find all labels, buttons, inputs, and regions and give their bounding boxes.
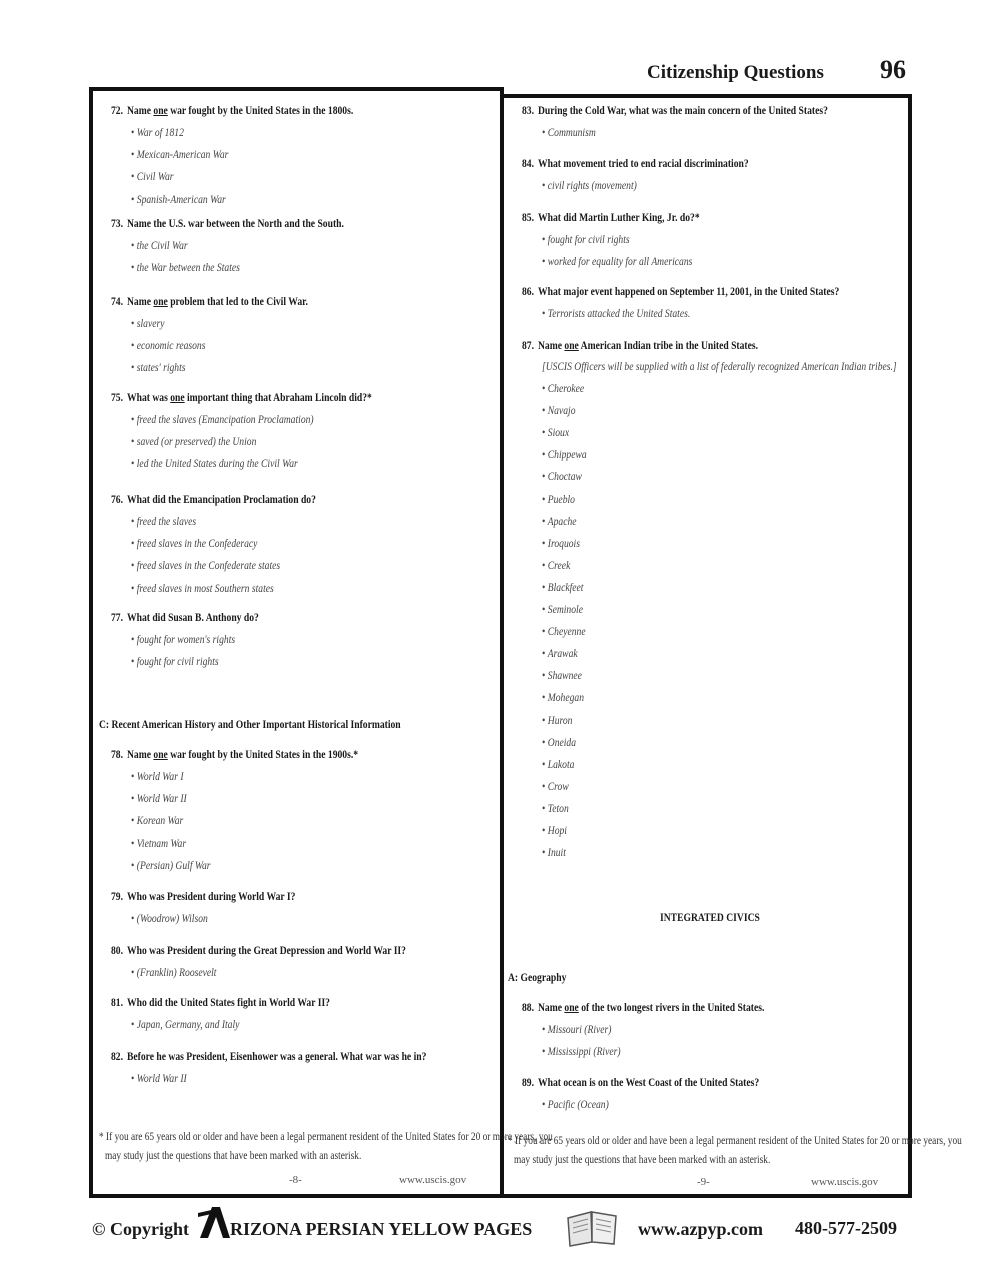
answer-item — [131, 514, 196, 529]
bullet-icon: • — [131, 536, 137, 551]
question-text: Name the U.S. war between the North and the South. — [127, 216, 344, 230]
bullet-icon: • — [542, 125, 548, 139]
answer-item — [131, 238, 188, 253]
answer-text: Crow — [547, 778, 569, 793]
answer-text: Pueblo — [547, 491, 575, 506]
question-title — [111, 1049, 426, 1064]
bullet-icon: • — [542, 254, 548, 269]
answer-item — [542, 469, 582, 484]
question-title — [111, 492, 316, 507]
answer-text: World War I — [136, 769, 184, 783]
answer-text: freed the slaves (Emancipation Proclamation) — [136, 412, 314, 426]
footnote-line: * If you are 65 years old or older and have been a legal permanent resident of the United States for 20 or more years, you — [508, 1133, 962, 1147]
bullet-icon: • — [542, 469, 548, 484]
answer-item — [131, 434, 256, 449]
question-emphasis: one — [153, 294, 168, 308]
answer-text: Spanish-American War — [136, 191, 226, 206]
answer-item — [542, 779, 569, 794]
question-title — [111, 294, 308, 309]
question-text-end: problem that led to the Civil War. — [167, 294, 308, 308]
answer-text: Shawnee — [547, 668, 582, 683]
bullet-icon: • — [542, 823, 548, 837]
answer-item — [542, 1022, 611, 1037]
answer-item — [542, 713, 572, 728]
answer-item — [542, 492, 575, 507]
question-number: 78. — [111, 747, 123, 761]
answer-text: fought for women's rights — [136, 632, 236, 646]
answer-text: fought for civil rights — [547, 232, 630, 246]
question-text: Who was President during World War I? — [127, 889, 296, 903]
question-text-end: war fought by the United States in the 1900s.* — [167, 747, 359, 761]
question-number: 87. — [522, 338, 534, 352]
answer-item — [542, 668, 582, 683]
bullet-icon: • — [542, 381, 548, 395]
page-number: 96 — [880, 55, 906, 84]
answer-item — [542, 801, 569, 816]
right-page-panel — [500, 94, 962, 1198]
question-title — [522, 1000, 764, 1015]
answer-text: fought for civil rights — [136, 654, 219, 669]
answer-text: Sioux — [547, 425, 570, 440]
question-emphasis: one — [564, 338, 579, 352]
bullet-icon: • — [131, 360, 137, 375]
answer-text: Blackfeet — [547, 579, 584, 594]
answer-item — [542, 514, 577, 529]
question-number: 89. — [522, 1075, 534, 1089]
question-text: What ocean is on the West Coast of the United States? — [538, 1075, 760, 1089]
bullet-icon: • — [542, 306, 548, 320]
bullet-icon: • — [131, 558, 137, 573]
site-text: www.uscis.gov — [811, 1176, 879, 1188]
bullet-icon: • — [131, 654, 137, 669]
answer-item — [542, 447, 587, 462]
bullet-icon: • — [542, 579, 548, 594]
question-text-end: important thing that Abraham Lincoln did?* — [184, 390, 372, 404]
question-title — [111, 216, 344, 231]
answer-text: Terrorists attacked the United States. — [547, 306, 691, 320]
answer-item — [542, 425, 569, 440]
question-number: 77. — [111, 610, 123, 624]
section-heading: INTEGRATED CIVICS — [660, 910, 760, 924]
answer-text: Chippewa — [547, 447, 587, 462]
section-title: A: Geography — [508, 970, 567, 984]
answer-text: Cherokee — [547, 381, 585, 395]
answer-text: Creek — [547, 557, 571, 572]
question-title — [111, 889, 295, 904]
answer-text: Iroquois — [547, 535, 580, 550]
question-number: 86. — [522, 284, 534, 298]
bullet-icon: • — [131, 412, 137, 426]
answer-item — [131, 836, 186, 851]
answer-text: led the United States during the Civil War — [136, 456, 298, 471]
answer-item — [131, 456, 298, 471]
bullet-icon: • — [131, 147, 137, 162]
question-title — [111, 103, 353, 118]
question-text: Before he was President, Eisenhower was a general. What war was he in? — [127, 1049, 427, 1063]
bullet-icon: • — [542, 712, 548, 727]
question-text-start: Name — [127, 294, 154, 308]
question-text: What did the Emancipation Proclamation do? — [127, 492, 316, 506]
answer-text: Teton — [547, 800, 569, 815]
question-number: 76. — [111, 492, 123, 506]
answer-text: Vietnam War — [136, 835, 187, 850]
bullet-icon: • — [131, 456, 137, 471]
bullet-icon: • — [131, 791, 137, 806]
answer-text: Mississippi (River) — [547, 1044, 621, 1059]
answer-text: freed slaves in the Confederate states — [136, 558, 281, 573]
answer-text: World War II — [136, 1071, 187, 1085]
answer-item — [131, 192, 226, 207]
answer-text: Arawak — [547, 646, 578, 661]
answer-text: World War II — [136, 791, 187, 806]
answer-item — [131, 813, 183, 828]
question-text: What did Martin Luther King, Jr. do?* — [538, 210, 700, 224]
bullet-icon: • — [542, 800, 548, 815]
question-text: What movement tried to end racial discrimination? — [538, 156, 749, 170]
footer — [0, 1205, 1000, 1255]
answer-item — [542, 823, 567, 838]
question-number: 79. — [111, 889, 123, 903]
answer-text: Japan, Germany, and Italy — [136, 1017, 240, 1031]
question-number: 82. — [111, 1049, 123, 1063]
question-number: 73. — [111, 216, 123, 230]
bullet-icon: • — [542, 1044, 548, 1059]
question-title — [111, 943, 406, 958]
answer-item — [542, 1097, 609, 1112]
question-text: During the Cold War, what was the main concern of the United States? — [538, 103, 828, 117]
bullet-icon: • — [542, 756, 548, 771]
answer-item — [542, 178, 637, 193]
footnote-line: * If you are 65 years old or older and have been a legal permanent resident of the United States for 20 or more years, you — [99, 1129, 553, 1143]
answer-text: Apache — [547, 513, 577, 528]
answer-text: Pacific (Ocean) — [547, 1097, 609, 1111]
footnote-line: may study just the questions that have been marked with an asterisk. — [514, 1152, 771, 1166]
question-title — [111, 610, 259, 625]
bullet-icon: • — [131, 169, 137, 184]
answer-text: Inuit — [547, 845, 566, 860]
answer-item — [131, 536, 257, 551]
answer-item — [131, 965, 216, 980]
bullet-icon: • — [542, 447, 548, 462]
answer-item — [542, 403, 576, 418]
answer-item — [131, 911, 208, 926]
answer-item — [542, 735, 576, 750]
question-text: What did Susan B. Anthony do? — [127, 610, 259, 624]
copyright-text: © Copyright — [92, 1219, 189, 1239]
header-title: Citizenship Questions — [647, 62, 824, 83]
answer-item — [131, 147, 228, 162]
answer-text: Navajo — [547, 403, 576, 418]
page-label: -8- — [289, 1174, 302, 1186]
answer-item — [542, 757, 574, 772]
answer-text: Korean War — [136, 813, 184, 828]
bullet-icon: • — [131, 965, 137, 979]
answer-text: Missouri (River) — [547, 1022, 612, 1036]
bullet-icon: • — [542, 557, 548, 572]
question-number: 81. — [111, 995, 123, 1009]
answer-text: War of 1812 — [136, 125, 184, 139]
bullet-icon: • — [542, 778, 548, 793]
question-text-end: of the two longest rivers in the United States. — [578, 1000, 765, 1014]
answer-item — [131, 169, 173, 184]
bullet-icon: • — [131, 125, 137, 139]
question-number: 84. — [522, 156, 534, 170]
answer-text: freed the slaves — [136, 514, 197, 528]
answer-text: (Franklin) Roosevelt — [136, 965, 217, 979]
bullet-icon: • — [542, 513, 548, 528]
answer-item — [542, 125, 596, 140]
footnote-line: may study just the questions that have been marked with an asterisk. — [105, 1148, 362, 1162]
question-number: 88. — [522, 1000, 534, 1014]
answer-text: slavery — [136, 316, 165, 330]
answer-item — [131, 260, 240, 275]
answer-item — [542, 646, 578, 661]
question-emphasis: one — [170, 390, 185, 404]
site-text: www.uscis.gov — [399, 1174, 467, 1186]
bullet-icon: • — [542, 425, 548, 440]
question-text-start: Name — [127, 103, 154, 117]
bullet-icon: • — [131, 338, 137, 353]
answer-item — [131, 858, 211, 873]
bullet-icon: • — [131, 316, 137, 330]
answer-item — [542, 381, 584, 396]
answer-text: Mexican-American War — [136, 147, 229, 162]
answer-item — [131, 316, 164, 331]
answer-text: (Woodrow) Wilson — [136, 911, 208, 925]
question-text-end: war fought by the United States in the 1800s. — [167, 103, 354, 117]
bullet-icon: • — [542, 1097, 548, 1111]
bullet-icon: • — [542, 734, 548, 749]
answer-item — [131, 558, 280, 573]
bullet-icon: • — [542, 1022, 548, 1036]
answer-text: freed slaves in most Southern states — [136, 580, 274, 595]
bullet-icon: • — [542, 845, 548, 860]
question-title — [111, 747, 358, 762]
question-number: 85. — [522, 210, 534, 224]
question-title — [522, 284, 839, 299]
answer-item — [542, 536, 580, 551]
answer-item — [542, 690, 584, 705]
bullet-icon: • — [542, 624, 548, 639]
bullet-icon: • — [542, 535, 548, 550]
question-title — [522, 156, 749, 171]
question-title — [522, 338, 758, 353]
answer-item — [131, 360, 186, 375]
answer-item — [542, 1044, 621, 1059]
question-text: Who did the United States fight in World War II? — [127, 995, 330, 1009]
answer-text: Civil War — [136, 169, 174, 184]
answer-item — [131, 654, 219, 669]
bullet-icon: • — [131, 769, 137, 783]
bullet-icon: • — [131, 260, 137, 275]
bullet-icon: • — [131, 857, 137, 872]
answer-item — [542, 232, 630, 247]
answer-text: economic reasons — [136, 338, 206, 353]
answer-text: freed slaves in the Confederacy — [136, 536, 258, 551]
question-number: 75. — [111, 390, 123, 404]
bullet-icon: • — [131, 813, 137, 828]
question-title — [111, 390, 372, 405]
answer-item — [131, 412, 314, 427]
page-label: -9- — [697, 1176, 710, 1188]
answer-text: (Persian) Gulf War — [136, 857, 211, 872]
answer-item — [542, 580, 583, 595]
answer-text: Lakota — [547, 756, 575, 771]
answer-text: saved (or preserved) the Union — [136, 434, 257, 449]
question-number: 80. — [111, 943, 123, 957]
answer-text: Seminole — [547, 602, 583, 616]
answer-text: worked for equality for all Americans — [547, 254, 693, 269]
question-text: What major event happened on September 11, 2001, in the United States? — [538, 284, 840, 298]
answer-item — [542, 602, 583, 617]
answer-item — [542, 845, 566, 860]
open-book-icon — [564, 1208, 620, 1248]
section-title: C: Recent American History and Other Important Historical Information — [99, 717, 401, 731]
question-note: [USCIS Officers will be supplied with a list of federally recognized American Indian tribes.] — [542, 359, 897, 373]
bullet-icon: • — [542, 668, 548, 683]
question-number: 74. — [111, 294, 123, 308]
answer-item — [131, 769, 184, 784]
answer-text: Oneida — [547, 734, 577, 749]
bullet-icon: • — [542, 491, 548, 506]
question-emphasis: one — [153, 747, 168, 761]
question-number: 72. — [111, 103, 123, 117]
bullet-icon: • — [542, 178, 548, 192]
website-link[interactable]: www.azpyp.com — [638, 1219, 763, 1239]
answer-text: the Civil War — [136, 238, 188, 252]
bullet-icon: • — [542, 403, 548, 418]
question-number: 83. — [522, 103, 534, 117]
answer-text: Communism — [547, 125, 596, 139]
answer-text: Huron — [547, 712, 573, 727]
bullet-icon: • — [131, 434, 137, 449]
bullet-icon: • — [542, 602, 548, 616]
answer-item — [131, 125, 184, 140]
bullet-icon: • — [131, 835, 137, 850]
bullet-icon: • — [131, 580, 137, 595]
brand-name: RIZONA PERSIAN YELLOW PAGES — [230, 1219, 533, 1239]
bullet-icon: • — [131, 191, 137, 206]
question-title — [522, 210, 700, 225]
answer-item — [131, 1071, 187, 1086]
bullet-icon: • — [131, 632, 137, 646]
question-text-end: American Indian tribe in the United States. — [578, 338, 759, 352]
answer-item — [542, 558, 570, 573]
question-text-start: Name — [538, 1000, 565, 1014]
answer-text: Cheyenne — [547, 624, 586, 639]
arizona-a-logo-icon — [198, 1205, 232, 1239]
answer-item — [131, 338, 205, 353]
question-text-start: Name — [538, 338, 565, 352]
bullet-icon: • — [542, 232, 548, 246]
answer-text: civil rights (movement) — [547, 178, 637, 192]
answer-item — [542, 254, 692, 269]
bullet-icon: • — [131, 911, 137, 925]
answer-item — [131, 791, 187, 806]
question-title — [522, 103, 828, 118]
question-title — [522, 1075, 759, 1090]
bullet-icon: • — [131, 1017, 137, 1031]
answer-item — [131, 632, 235, 647]
phone-number: 480-577-2509 — [795, 1218, 897, 1238]
answer-text: Mohegan — [547, 690, 585, 705]
answer-text: Hopi — [547, 823, 567, 837]
bullet-icon: • — [131, 514, 137, 528]
question-title — [111, 995, 330, 1010]
question-text-start: What was — [127, 390, 171, 404]
answer-item — [131, 1017, 239, 1032]
bullet-icon: • — [131, 238, 137, 252]
answer-item — [542, 306, 690, 321]
bullet-icon: • — [131, 1071, 137, 1085]
question-text: Who was President during the Great Depression and World War II? — [127, 943, 406, 957]
answer-item — [542, 624, 586, 639]
answer-text: states' rights — [136, 360, 186, 375]
question-text-start: Name — [127, 747, 154, 761]
question-emphasis: one — [153, 103, 168, 117]
bullet-icon: • — [542, 690, 548, 705]
answer-item — [131, 581, 274, 596]
bullet-icon: • — [542, 646, 548, 661]
answer-text: the War between the States — [136, 260, 240, 275]
question-emphasis: one — [564, 1000, 579, 1014]
answer-text: Choctaw — [547, 469, 582, 484]
